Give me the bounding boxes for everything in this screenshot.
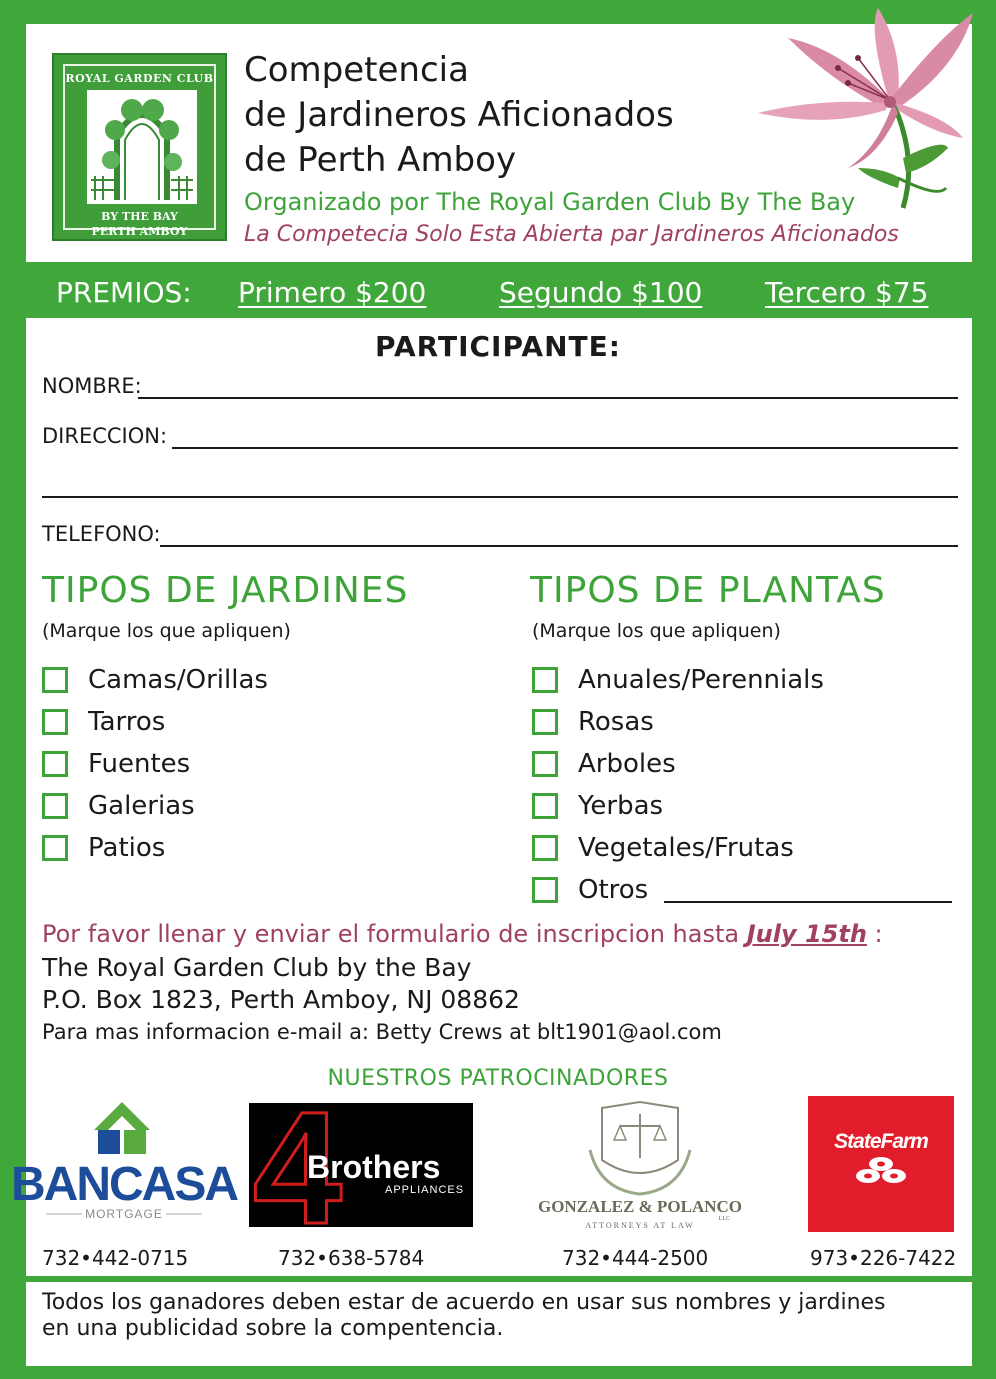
sponsor-phone-bancasa: 732•442-0715 xyxy=(42,1246,189,1270)
bancasa-sub: MORTGAGE xyxy=(85,1207,163,1221)
mailing-address-line-2: P.O. Box 1823, Perth Amboy, NJ 08862 xyxy=(42,985,520,1014)
organizer-text: Organizado por The Royal Garden Club By The Bay xyxy=(244,188,856,216)
amateur-notice: La Competecia Solo Esta Abierta par Jardineros Aficionados xyxy=(244,222,899,247)
statefarm-name: StateFarm xyxy=(834,1130,928,1153)
plant-option-yerbas[interactable] xyxy=(532,789,663,823)
deadline-suffix: : xyxy=(866,920,883,948)
statefarm-logo xyxy=(808,1096,954,1232)
logo-top-text: ROYAL GARDEN CLUB xyxy=(65,72,214,85)
checkbox[interactable] xyxy=(532,835,558,861)
logo-bottom-text-1: BY THE BAY xyxy=(101,210,178,223)
option-label: Camas/Orillas xyxy=(88,665,268,695)
prizes-label: PREMIOS: xyxy=(56,276,192,309)
garden-types-title: TIPOS DE JARDINES xyxy=(42,570,409,611)
deadline-date: July 15th xyxy=(746,920,867,948)
plant-types-hint: (Marque los que apliquen) xyxy=(532,620,781,642)
phone-label: TELEFONO: xyxy=(42,522,161,546)
plant-option-otros[interactable] xyxy=(532,873,648,907)
checkbox[interactable] xyxy=(532,877,558,903)
option-label: Anuales/Perennials xyxy=(578,665,824,695)
garden-option-tarros[interactable] xyxy=(42,705,165,739)
checkbox[interactable] xyxy=(42,835,68,861)
brothers-sub: APPLIANCES xyxy=(385,1184,465,1196)
plant-types-title: TIPOS DE PLANTAS xyxy=(530,570,886,611)
sponsor-phone-gonzalez: 732•444-2500 xyxy=(562,1246,709,1270)
phone-field[interactable] xyxy=(160,545,958,547)
plant-option-anuales[interactable] xyxy=(532,663,824,697)
option-label: Arboles xyxy=(578,749,676,779)
title-line-1: Competencia xyxy=(244,50,469,90)
option-label: Fuentes xyxy=(88,749,191,779)
brothers-name: Brothers xyxy=(307,1149,441,1185)
gonzalez-polanco-logo xyxy=(537,1100,743,1232)
garden-option-camas[interactable] xyxy=(42,663,268,697)
prize-third: Tercero $75 xyxy=(765,276,929,309)
plant-option-arboles[interactable] xyxy=(532,747,676,781)
prize-second: Segundo $100 xyxy=(499,276,703,309)
brothers-logo xyxy=(249,1078,473,1257)
footer-line-1: Todos los ganadores deben estar de acuerdo en usar sus nombres y jardines xyxy=(42,1290,886,1315)
otros-field[interactable] xyxy=(664,901,952,903)
name-field[interactable] xyxy=(138,397,958,399)
garden-option-fuentes[interactable] xyxy=(42,747,190,781)
address-field[interactable] xyxy=(172,447,958,449)
option-label: Patios xyxy=(88,833,166,863)
checkbox[interactable] xyxy=(42,751,68,777)
bancasa-logo xyxy=(11,1100,237,1224)
title-line-3: de Perth Amboy xyxy=(244,140,517,180)
option-label: Vegetales/Frutas xyxy=(578,833,794,863)
sponsors-title: NUESTROS PATROCINADORES xyxy=(327,1066,669,1091)
garden-option-galerias[interactable] xyxy=(42,789,195,823)
plant-option-vegetales[interactable] xyxy=(532,831,794,865)
option-label: Tarros xyxy=(88,707,166,737)
name-label: NOMBRE: xyxy=(42,374,142,398)
checkbox[interactable] xyxy=(532,709,558,735)
sponsor-phone-statefarm: 973•226-7422 xyxy=(810,1246,957,1270)
checkbox[interactable] xyxy=(42,709,68,735)
footer-line-2: en una publicidad sobre la compentencia. xyxy=(42,1316,504,1341)
bancasa-name: BANCASA xyxy=(11,1158,237,1211)
checkbox[interactable] xyxy=(532,667,558,693)
deadline-text xyxy=(42,920,883,948)
title-line-2: de Jardineros Aficionados xyxy=(244,95,674,135)
club-logo xyxy=(52,53,227,241)
lily-flower-image xyxy=(718,8,980,210)
sponsor-phone-brothers: 732•638-5784 xyxy=(278,1246,425,1270)
option-label: Galerias xyxy=(88,791,195,821)
gp-sub: ATTORNEYS AT LAW xyxy=(585,1221,695,1230)
prize-first: Primero $200 xyxy=(238,276,427,309)
checkbox[interactable] xyxy=(42,667,68,693)
option-label: Yerbas xyxy=(578,791,664,821)
option-label: Rosas xyxy=(578,707,654,737)
checkbox[interactable] xyxy=(532,751,558,777)
logo-bottom-text-2: PERTH AMBOY xyxy=(91,225,188,238)
mailing-address-line-1: The Royal Garden Club by the Bay xyxy=(42,953,472,982)
address-field-line-2[interactable] xyxy=(42,496,958,498)
option-label: Otros xyxy=(578,875,649,905)
address-label: DIRECCION: xyxy=(42,424,168,448)
contact-info: Para mas informacion e-mail a: Betty Crews at blt1901@aol.com xyxy=(42,1020,722,1044)
deadline-prefix: Por favor llenar y enviar el formulario de inscripcion hasta xyxy=(42,920,747,948)
gp-name: GONZALEZ & POLANCO xyxy=(537,1197,743,1216)
brothers-numeral: 4 xyxy=(253,1078,342,1257)
garden-arch-illustration xyxy=(87,90,197,204)
participant-title: PARTICIPANTE: xyxy=(375,330,621,363)
garden-types-hint: (Marque los que apliquen) xyxy=(42,620,291,642)
checkbox[interactable] xyxy=(532,793,558,819)
garden-option-patios[interactable] xyxy=(42,831,165,865)
checkbox[interactable] xyxy=(42,793,68,819)
plant-option-rosas[interactable] xyxy=(532,705,654,739)
gp-llc: LLC xyxy=(718,1216,730,1222)
